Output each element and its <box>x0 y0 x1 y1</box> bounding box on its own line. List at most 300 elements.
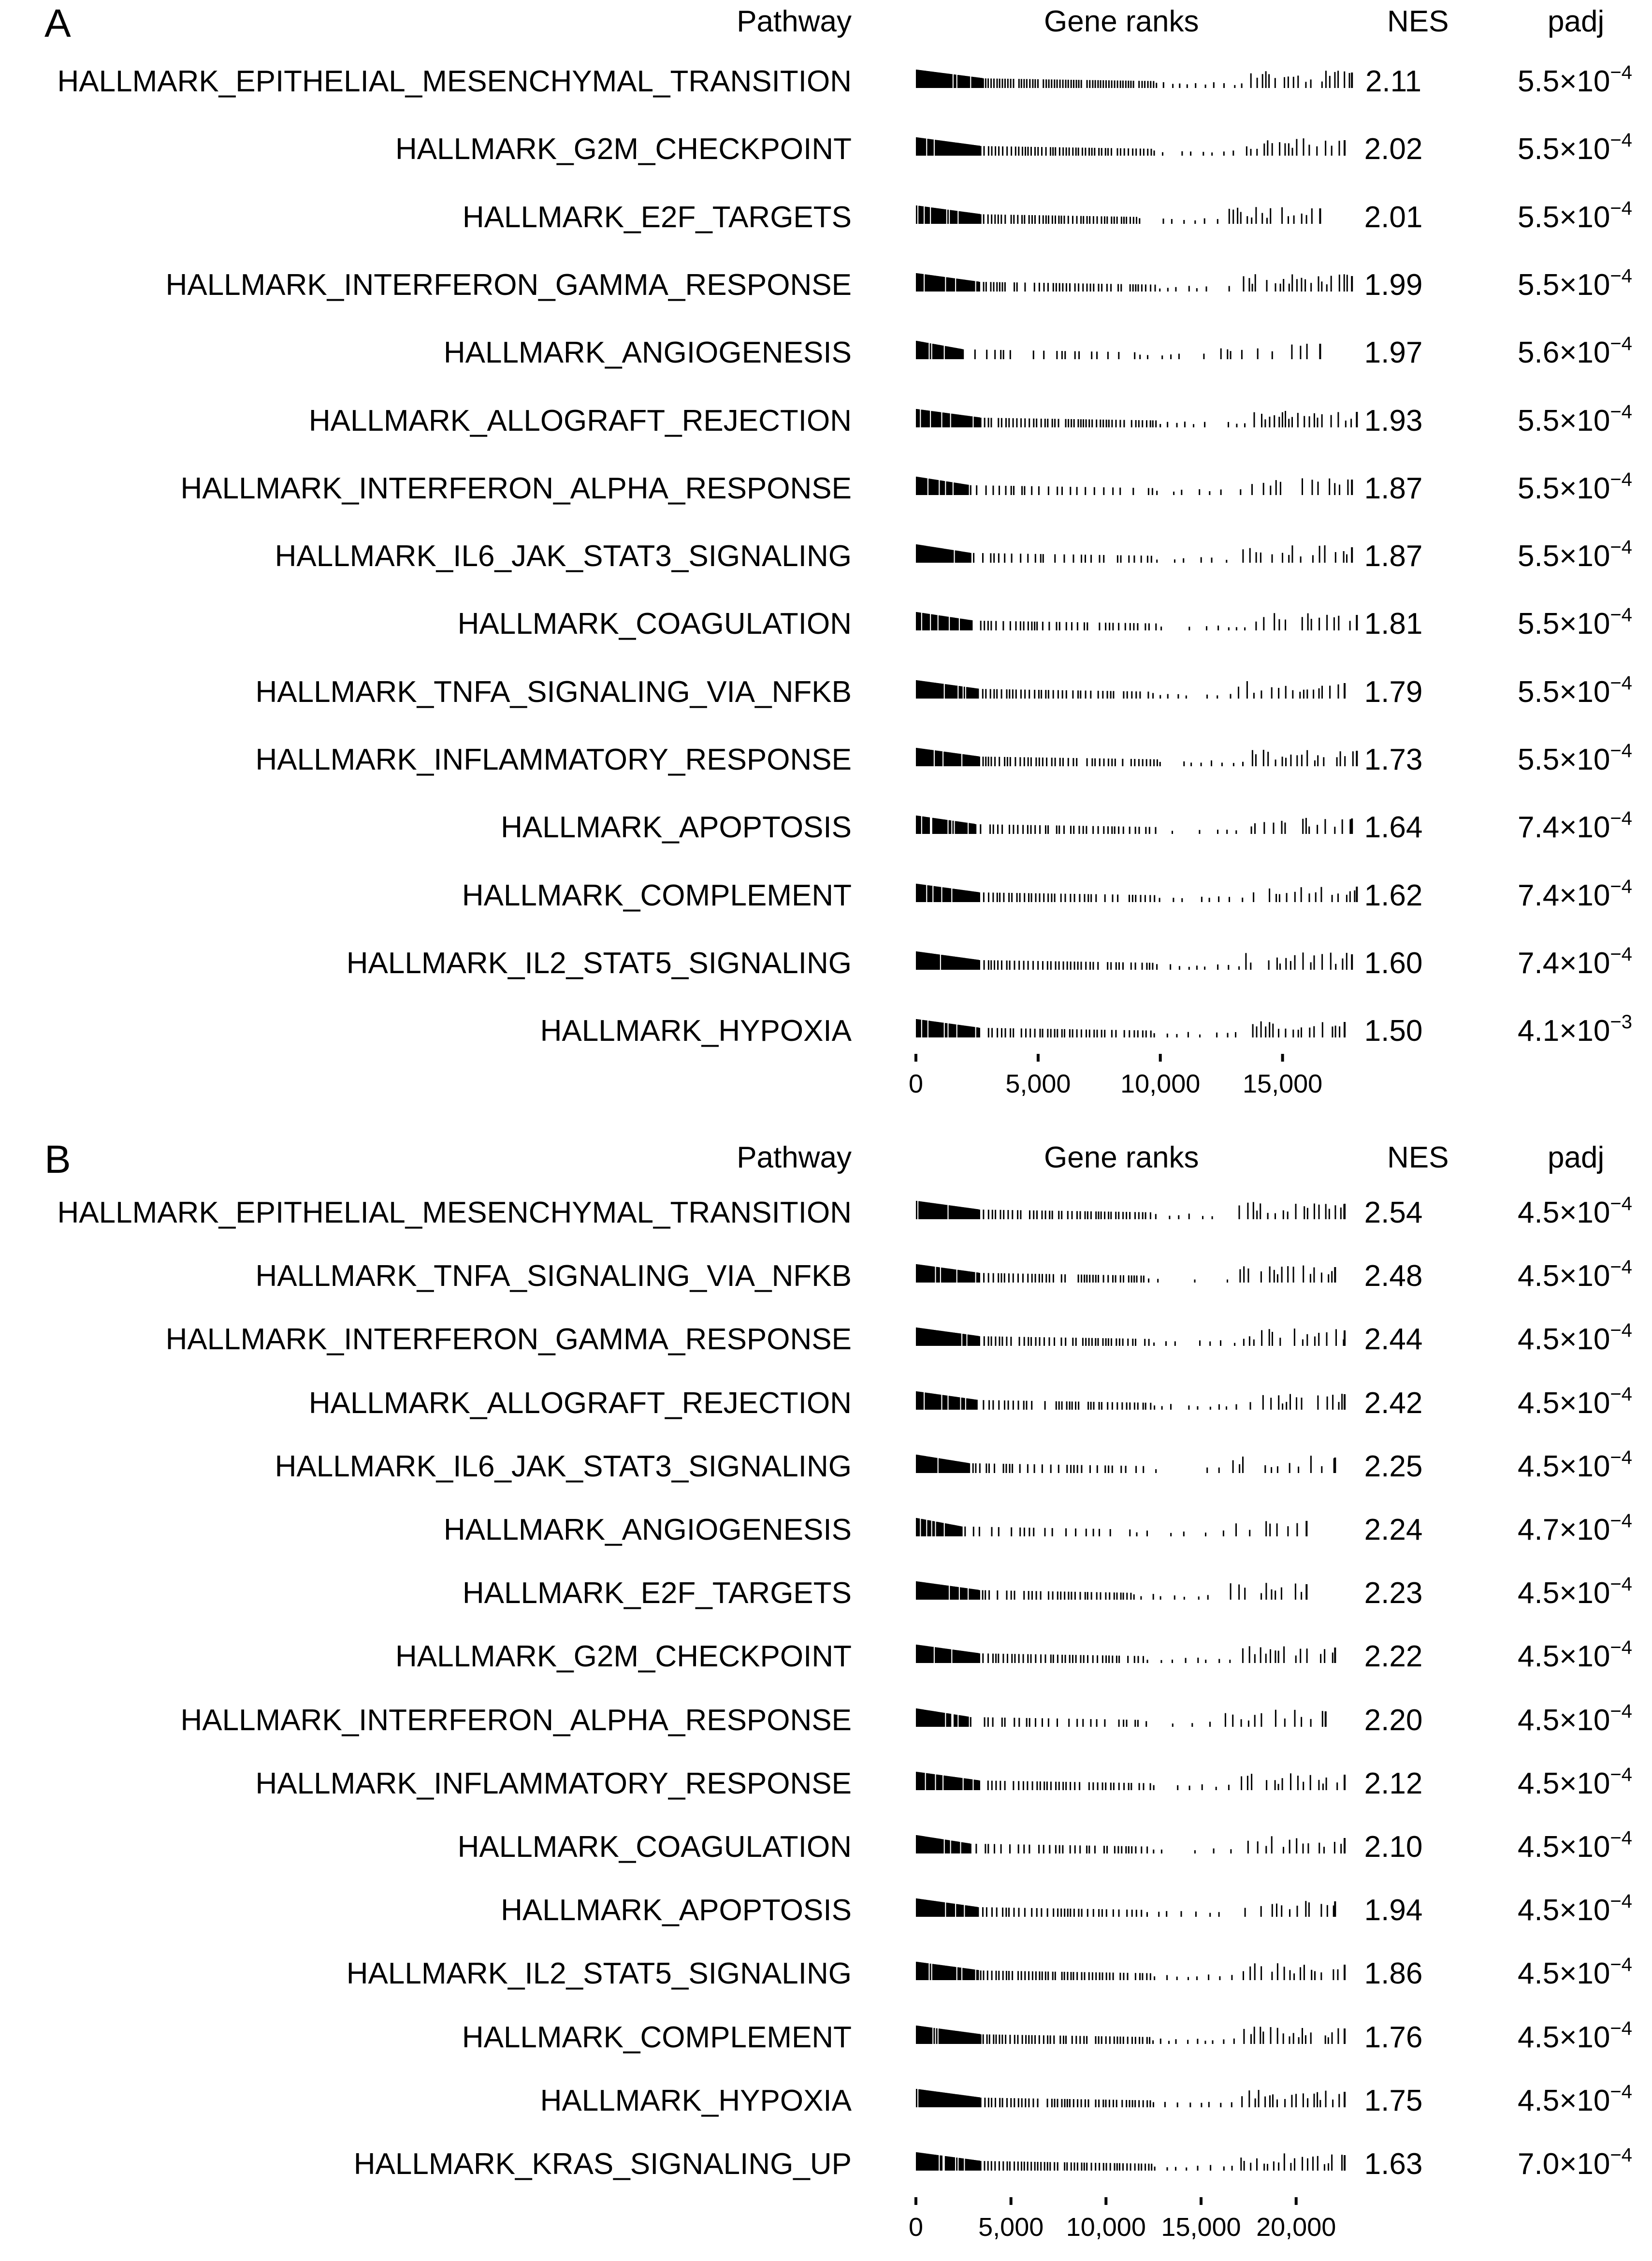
gene-hit <box>1232 209 1234 223</box>
gene-hit <box>999 1337 1000 1346</box>
gene-hit <box>937 345 939 359</box>
gene-hit <box>1074 1592 1076 1600</box>
gene-hit <box>926 1710 927 1727</box>
gene-hit <box>922 952 924 970</box>
gene-hit <box>951 1586 953 1600</box>
gene-hit <box>947 2157 949 2171</box>
gene-hit <box>977 2160 979 2171</box>
gene-hit <box>960 1905 961 1917</box>
gene-hit <box>1094 759 1096 766</box>
gene-hit <box>1157 1279 1159 1283</box>
gene-hit <box>949 413 950 427</box>
gene-hit <box>930 1457 931 1473</box>
gene-hit <box>937 683 939 699</box>
gene-hit <box>974 756 975 766</box>
gene-hit <box>1251 1774 1252 1790</box>
gene-hit <box>1250 2034 1252 2043</box>
gene-hit <box>1127 2036 1129 2043</box>
gene-hit <box>1045 1211 1046 1219</box>
gene-hit <box>1243 1339 1245 1346</box>
gene-hit <box>1285 411 1286 427</box>
gene-hit <box>918 680 920 698</box>
gene-hit <box>1230 351 1232 359</box>
gene-hit <box>1018 1400 1019 1410</box>
gene-hit <box>1344 1394 1346 1410</box>
gene-hit <box>927 546 928 563</box>
gene-hit <box>1114 80 1116 88</box>
gene-hit <box>974 688 975 699</box>
gene-hit <box>1187 2040 1188 2044</box>
gene-hit <box>999 2161 1000 2171</box>
gene-hit <box>1131 1910 1133 1917</box>
gene-hit <box>1017 1210 1018 1219</box>
gene-hit <box>927 1393 928 1410</box>
gene-hit <box>925 139 926 156</box>
gene-hit <box>957 349 959 360</box>
padj-value <box>1518 1954 1643 1991</box>
gene-hit <box>1190 763 1192 767</box>
x-tick <box>1295 2197 1298 2205</box>
gene-hit <box>966 890 968 902</box>
gene-hit <box>1265 1521 1267 1536</box>
gene-hit <box>977 2034 979 2044</box>
gene-hit <box>1123 691 1124 698</box>
gene-hit <box>1241 2096 1243 2107</box>
gene-hit <box>922 545 924 563</box>
gene-hit <box>1088 1972 1090 1980</box>
gene-hit <box>973 553 974 563</box>
gene-hit <box>941 2028 942 2043</box>
gene-hit <box>1008 1908 1010 1917</box>
gene-hit <box>1297 413 1299 427</box>
gene-hit <box>1145 624 1146 631</box>
gene-hit <box>1006 146 1008 156</box>
gene-hit <box>1264 419 1266 427</box>
gene-hit <box>961 279 963 292</box>
gene-hit <box>980 2098 982 2107</box>
gene-hit <box>962 1588 964 1600</box>
gene-hit <box>1142 963 1143 970</box>
gene-hit <box>947 1776 949 1790</box>
gene-hit <box>943 549 945 563</box>
gene-hit <box>1296 139 1297 156</box>
gene-hit <box>1138 420 1140 427</box>
gene-hit <box>939 140 940 156</box>
gene-hit <box>1106 1910 1107 1917</box>
gene-hit <box>942 1395 944 1409</box>
gene-hit <box>1309 1028 1310 1037</box>
gene-hit <box>1137 623 1138 630</box>
gene-hit <box>982 689 984 699</box>
gene-hit <box>1103 2163 1104 2171</box>
gene-hit <box>1188 1405 1189 1410</box>
gene-hit <box>962 75 964 88</box>
gene-hit <box>1342 958 1343 969</box>
gene-hit <box>931 1457 932 1473</box>
gene-hit <box>943 955 945 970</box>
gene-hit <box>925 1021 926 1038</box>
gene-hit <box>1153 1850 1154 1853</box>
gene-hit <box>952 142 954 156</box>
gene-hit <box>1291 2095 1292 2107</box>
gene-hit <box>943 1459 945 1473</box>
gene-hit <box>1221 763 1223 766</box>
gene-hit <box>1154 151 1155 156</box>
gene-hit <box>982 1654 984 1663</box>
gene-hit <box>930 139 931 156</box>
gene-hit <box>1150 1402 1151 1409</box>
gene-hit <box>988 960 989 970</box>
gene-hit <box>956 1397 957 1409</box>
gene-hit <box>940 1902 941 1917</box>
gene-hit <box>921 1582 922 1600</box>
gene-hit <box>1349 819 1351 834</box>
gene-hit <box>950 1524 951 1536</box>
gene-hit <box>960 1778 961 1790</box>
gene-hit <box>952 210 954 224</box>
gene-hit <box>943 887 945 902</box>
gene-hit <box>1037 2162 1039 2171</box>
pathway-row <box>0 194 1652 257</box>
gene-hit <box>1061 216 1062 224</box>
gene-hit <box>918 1772 920 1790</box>
gene-hit <box>922 817 924 834</box>
gene-hit <box>1043 1781 1045 1790</box>
gene-hit <box>945 684 946 699</box>
header-padj: padj <box>1548 5 1605 38</box>
gene-hit <box>924 1582 925 1600</box>
gene-hit <box>1056 622 1058 631</box>
gene-hit <box>933 1901 935 1917</box>
gene-hit <box>1018 147 1019 156</box>
gene-hit <box>955 210 956 223</box>
gene-hit <box>918 1518 920 1536</box>
gene-hit <box>921 2026 922 2044</box>
gene-hit <box>965 1588 966 1600</box>
gene-hit <box>1154 895 1155 902</box>
gene-hit <box>1132 284 1134 292</box>
gene-hit <box>941 481 942 495</box>
gene-hit <box>1304 1965 1305 1981</box>
gene-hit <box>954 278 955 291</box>
gene-hit <box>1255 274 1256 292</box>
gene-hit <box>952 618 954 631</box>
gene-hit <box>1018 79 1020 88</box>
x-tick-label: 15,000 <box>1161 2213 1241 2242</box>
gene-hit <box>1089 1275 1090 1283</box>
gene-hit <box>957 1777 959 1790</box>
gene-hit <box>961 1588 963 1600</box>
gene-hit <box>1056 1401 1057 1409</box>
gene-hit <box>968 2096 969 2107</box>
gene-hit <box>966 144 968 156</box>
nes-value: 1.75 <box>1364 2084 1423 2117</box>
gene-hit <box>943 481 945 495</box>
gene-hit <box>930 2027 931 2043</box>
gene-hit <box>1122 1212 1124 1219</box>
gene-hit <box>968 1969 969 1981</box>
gene-hit <box>1211 557 1213 563</box>
gene-hit <box>960 686 961 699</box>
gene-hit <box>925 1583 926 1600</box>
gene-hit <box>1218 1467 1220 1473</box>
gene-hit <box>973 1527 974 1536</box>
gene-hit <box>1301 278 1302 292</box>
gene-hit <box>1243 276 1245 292</box>
gene-hit <box>1038 486 1040 495</box>
gene-hit <box>949 142 950 156</box>
gene-hit <box>1271 1590 1272 1600</box>
gene-hit <box>1332 895 1333 902</box>
gene-hit <box>977 1209 979 1219</box>
gene-hit <box>992 1400 994 1410</box>
gene-hit <box>1266 280 1268 292</box>
gene-hit <box>1000 214 1002 223</box>
gene-hit <box>1190 152 1191 156</box>
gene-hit <box>969 620 970 631</box>
gene-hit <box>1024 689 1026 699</box>
gene-hit <box>954 1396 955 1409</box>
gene-hit <box>962 1270 964 1283</box>
gene-hit <box>1225 1713 1226 1726</box>
gene-hit <box>958 957 960 970</box>
gene-hit <box>1322 1022 1323 1038</box>
gene-hit <box>1122 2163 1124 2171</box>
gene-hit <box>1133 1030 1135 1037</box>
gene-hit <box>937 1267 939 1283</box>
gene-hit <box>940 819 941 834</box>
gene-hit <box>950 617 951 631</box>
gene-hit <box>966 620 968 631</box>
gene-hit <box>918 1836 920 1853</box>
gene-hit <box>979 2034 980 2044</box>
gene-hit <box>957 75 959 88</box>
gene-hit <box>956 211 957 224</box>
gene-hit <box>1023 622 1025 631</box>
gene-hit <box>984 146 985 156</box>
pathway-name: HALLMARK_EPITHELIAL_MESENCHYMAL_TRANSITION <box>57 65 852 98</box>
gene-hit <box>1275 78 1276 88</box>
gene-hit <box>1036 418 1037 427</box>
gene-hit <box>1176 1034 1177 1037</box>
gene-hit <box>1135 1973 1136 1981</box>
gene-hit <box>1256 2159 1258 2171</box>
gene-hit <box>969 2032 970 2043</box>
gene-hit <box>1034 1029 1036 1037</box>
gene-hit <box>932 411 934 427</box>
gene-hit <box>979 1273 980 1283</box>
gene-hit <box>942 141 944 156</box>
gene-hit <box>930 547 931 563</box>
gene-hit <box>977 756 979 766</box>
gene-hit <box>1142 759 1144 766</box>
pathway-row <box>0 1823 1652 1886</box>
gene-hit <box>1048 1718 1049 1727</box>
gene-hit <box>974 1907 975 1917</box>
gene-hit <box>1158 1912 1159 1917</box>
gene-hit <box>1003 350 1004 359</box>
gene-hit <box>1272 143 1273 156</box>
gene-hit <box>961 1462 963 1473</box>
gene-hit <box>1055 758 1056 766</box>
pathway-name: HALLMARK_IL2_STAT5_SIGNALING <box>346 946 852 980</box>
gene-hit <box>940 1648 941 1663</box>
gene-hit <box>928 817 930 834</box>
gene-hit <box>1076 1029 1078 1037</box>
padj-exponent: −4 <box>1610 1954 1632 1976</box>
padj-mantissa: 4.5×10 <box>1518 1640 1610 1674</box>
gene-hit <box>942 277 944 292</box>
gene-hit <box>1091 2163 1092 2171</box>
gene-hit <box>1312 2157 1314 2171</box>
gene-hit <box>1282 757 1283 766</box>
gene-hit <box>1322 1711 1323 1727</box>
gene-hit <box>1135 1466 1137 1473</box>
gene-hit <box>928 1203 930 1220</box>
gene-hit <box>941 73 942 88</box>
gene-hit <box>1160 627 1162 630</box>
gene-hit <box>927 1266 928 1283</box>
gene-hit <box>951 685 953 699</box>
gene-hit <box>1026 1718 1028 1726</box>
gene-hit <box>1087 216 1088 223</box>
gene-hit <box>1059 622 1060 631</box>
gene-hit <box>935 480 936 495</box>
gene-hit <box>949 2093 950 2107</box>
gene-hit <box>1150 1783 1151 1790</box>
gene-hit <box>1021 2161 1022 2171</box>
gene-hit <box>1217 219 1218 224</box>
gene-hit <box>1055 1781 1057 1790</box>
pathway-row <box>0 397 1652 460</box>
gene-hit <box>966 280 968 292</box>
gene-hit <box>952 1396 954 1410</box>
gene-hit <box>940 1965 941 1980</box>
gene-hit <box>952 1460 954 1473</box>
gene-hit <box>1100 80 1101 88</box>
gene-hit <box>1341 1394 1343 1410</box>
gene-hit <box>1013 825 1014 834</box>
gene-hit <box>1020 622 1021 631</box>
gene-hit <box>972 281 974 292</box>
gene-hit <box>965 212 966 223</box>
gene-hit <box>1042 1274 1043 1283</box>
gene-hit <box>945 888 946 902</box>
gene-hit <box>935 1021 936 1037</box>
gene-hit <box>950 1269 951 1283</box>
gene-hit <box>995 1337 996 1346</box>
gene-hit <box>954 74 955 88</box>
gene-hit <box>1063 962 1064 970</box>
gene-hit <box>1103 1275 1104 1283</box>
gene-hit <box>1064 1972 1065 1980</box>
gene-hit <box>971 77 972 88</box>
gene-hit <box>940 1775 941 1790</box>
gene-hit <box>1194 1850 1196 1853</box>
gene-hit <box>1269 1022 1270 1037</box>
gene-hit <box>1056 351 1058 359</box>
gene-hit <box>969 1969 970 1980</box>
gene-hit <box>950 753 951 767</box>
gene-hit <box>928 1710 930 1727</box>
gene-hit <box>995 1210 996 1219</box>
padj-mantissa: 4.5×10 <box>1518 2084 1610 2117</box>
gene-hit <box>957 1968 959 1981</box>
gene-hit <box>1242 1648 1244 1663</box>
gene-hit <box>1228 627 1230 630</box>
gene-hit <box>1307 1843 1309 1853</box>
gene-hit <box>1118 1656 1120 1663</box>
gene-hit <box>925 1392 926 1410</box>
gene-hit <box>1065 1528 1067 1536</box>
gene-hit <box>1077 622 1078 630</box>
gene-hit <box>933 615 935 631</box>
gene-hit <box>1137 1402 1139 1410</box>
gene-rank-barcode <box>916 398 1351 456</box>
gene-hit <box>1285 958 1287 970</box>
gene-hit <box>1047 825 1049 834</box>
gene-hit <box>958 211 960 223</box>
gene-hit <box>926 1646 927 1663</box>
gene-hit <box>924 1456 925 1473</box>
gene-hit <box>1293 1267 1294 1283</box>
gene-hit <box>1008 1400 1009 1410</box>
gene-hit <box>917 1962 919 1981</box>
gene-hit <box>941 209 942 224</box>
gene-hit <box>943 1902 945 1917</box>
gene-hit <box>983 892 985 902</box>
gene-hit <box>921 206 922 224</box>
gene-hit <box>1310 962 1312 970</box>
gene-hit <box>968 416 969 427</box>
gene-hit <box>1198 1597 1200 1600</box>
gene-hit <box>1202 1784 1203 1790</box>
gene-hit <box>969 959 970 970</box>
gene-hit <box>972 1209 974 1219</box>
gene-hit <box>1153 2102 1154 2107</box>
gene-hit <box>966 2096 968 2107</box>
gene-hit <box>975 959 976 969</box>
gene-hit <box>932 818 934 834</box>
gene-hit <box>1091 1592 1092 1600</box>
gene-hit <box>1255 754 1257 766</box>
gene-hit <box>920 1709 921 1727</box>
gene-hit <box>922 2153 924 2171</box>
gene-hit <box>956 1650 957 1663</box>
gene-hit <box>1080 1655 1082 1663</box>
gene-hit <box>1235 1523 1237 1536</box>
gene-hit <box>935 1330 936 1346</box>
gene-hit <box>1073 554 1074 563</box>
gene-hit <box>916 1898 917 1917</box>
gene-hit <box>1034 147 1036 156</box>
gene-hit <box>921 2089 922 2107</box>
gene-hit <box>1028 758 1029 767</box>
gene-hit <box>1145 1031 1147 1038</box>
gene-hit <box>925 952 926 970</box>
gene-hit <box>916 816 917 834</box>
gene-hit <box>999 757 1000 766</box>
gene-rank-barcode <box>916 330 1351 388</box>
gene-hit <box>998 1654 999 1663</box>
gene-hit <box>1269 888 1270 902</box>
gene-hit <box>1134 352 1135 359</box>
gene-hit <box>1019 1337 1020 1346</box>
gene-hit <box>1332 2032 1333 2043</box>
gene-hit <box>1334 1267 1336 1283</box>
gene-hit <box>1181 1911 1182 1917</box>
gene-hit <box>1047 419 1048 427</box>
